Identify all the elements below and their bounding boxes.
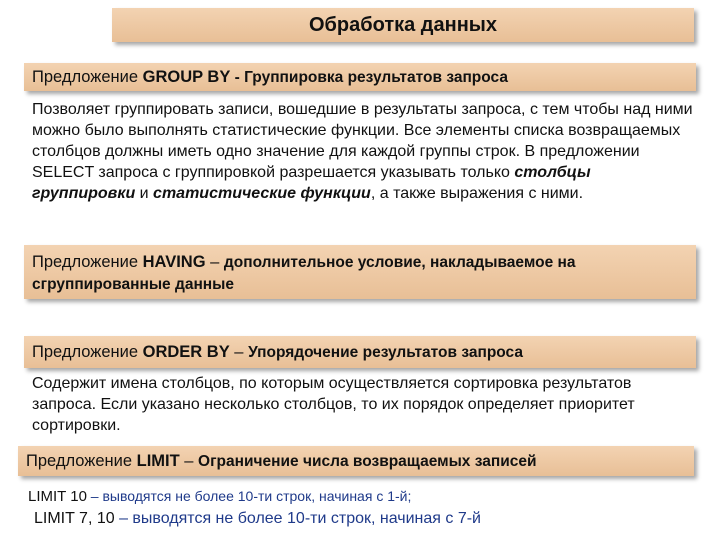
having-keyword: HAVING	[142, 253, 206, 271]
group-by-text-3: , а также выражения с ними.	[370, 185, 584, 202]
limit-example-2-code: LIMIT 7, 10	[34, 510, 115, 527]
limit-example-1	[28, 486, 708, 507]
having-sep: –	[205, 253, 224, 271]
group-by-lead: Предложение	[32, 68, 139, 86]
order-by-sep: –	[229, 343, 249, 361]
group-by-text-1: Позволяет группировать записи, вошедшие в результаты запроса, с тем чтобы над ними можно было выполнять статистические функции. Все элементы списка возвращаемых столбцов должны иметь одно значение для каждой группы строк. В предложении SELECT запроса с группировкой разрешается указывать только	[32, 101, 693, 181]
having-subtitle-1: дополнительное условие, накладываемое на	[223, 254, 576, 271]
group-by-header	[24, 63, 696, 91]
group-by-emphasis-2: статистические функции	[153, 185, 371, 202]
order-by-description: Содержит имена столбцов, по которым осуществляется сортировка результатов запроса. Если указано несколько столбцов, то их порядок определяет приоритет сортировки.	[32, 375, 635, 434]
having-line-1	[32, 251, 696, 274]
limit-example-1-desc: – выводятся не более 10-ти строк, начиная с 1-й;	[86, 488, 412, 504]
limit-sep: –	[179, 452, 199, 470]
limit-keyword: LIMIT	[136, 452, 180, 470]
having-lead: Предложение	[32, 253, 139, 271]
having-header	[24, 245, 696, 299]
limit-example-1-code: LIMIT 10	[28, 488, 87, 505]
group-by-text-2: и	[135, 185, 154, 202]
group-by-description	[32, 99, 694, 204]
order-by-subtitle: Упорядочение результатов запроса	[248, 344, 523, 361]
group-by-subtitle: Группировка результатов запроса	[244, 69, 508, 86]
order-by-header	[24, 336, 696, 368]
limit-example-2-desc: – выводятся не более 10-ти строк, начиная с 7-й	[114, 510, 481, 527]
order-by-keyword: ORDER BY	[142, 343, 230, 361]
group-by-emphasis-1: столбцы группировки	[32, 164, 591, 202]
group-by-sep: -	[230, 69, 245, 86]
having-subtitle-2: сгруппированные данные	[32, 276, 235, 293]
limit-example-2	[34, 508, 714, 530]
order-by-lead: Предложение	[32, 343, 139, 361]
limit-subtitle: Ограничение числа возвращаемых записей	[198, 453, 537, 470]
limit-lead: Предложение	[26, 452, 133, 470]
slide-title: Обработка данных	[112, 8, 694, 42]
group-by-keyword: GROUP BY	[142, 68, 231, 86]
limit-header	[18, 446, 694, 476]
